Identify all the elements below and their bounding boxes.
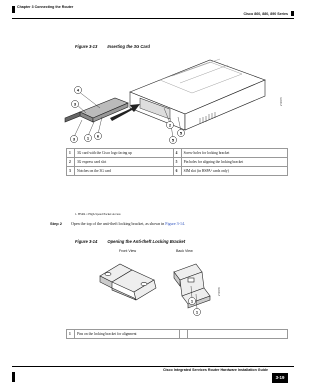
footnote: 1. HSPA = High-Speed Packet Access <box>75 212 121 216</box>
svg-text:5: 5 <box>179 130 183 136</box>
callout-6 <box>94 132 101 139</box>
header-right-mark <box>291 11 294 16</box>
callout-1-lower <box>193 308 200 315</box>
footer-title: Cisco Integrated Services Router Hardware Installation Guide <box>162 368 268 372</box>
header-rule <box>12 18 294 19</box>
step-2 <box>50 221 185 226</box>
legend-value: 3G express card slot <box>75 158 174 167</box>
figure-number: Figure 3-13 <box>75 44 98 49</box>
back-view-label: Back View <box>176 249 193 253</box>
art-id-271975: 271975 <box>280 97 283 106</box>
legend-value: 3G card with the Cisco logo facing up <box>75 149 174 158</box>
legend-key: 4 <box>173 149 181 158</box>
header-left-bar <box>12 6 15 13</box>
svg-text:1: 1 <box>86 135 90 141</box>
footer-left-bar <box>12 372 15 382</box>
legend-key: 6 <box>173 167 181 176</box>
art-id-271976: 271976 <box>218 287 221 296</box>
callout-2 <box>166 121 173 128</box>
legend-key: 1 <box>67 149 75 158</box>
svg-text:4: 4 <box>76 87 80 93</box>
step-label: Step 2 <box>50 221 63 226</box>
legend-value: Pin holes for aligning the locking bracket <box>181 158 287 167</box>
legend-key: 1 <box>67 330 75 339</box>
figure-3-14-caption <box>75 239 185 244</box>
svg-text:5: 5 <box>171 137 175 143</box>
figure-3-13-legend <box>66 148 288 176</box>
locking-bracket-illustration <box>92 254 227 320</box>
figure-number: Figure 3-14 <box>75 239 98 244</box>
callout-1 <box>84 134 91 141</box>
series-title: Cisco 860, 880, 890 Series <box>243 12 288 16</box>
chapter-title: Chapter 3 Connecting the Router <box>17 5 74 9</box>
svg-text:2: 2 <box>168 122 172 128</box>
legend-value: SIM slot (in HSPA¹ cards only) <box>181 167 287 176</box>
svg-text:1: 1 <box>195 309 199 315</box>
callout-3-top <box>71 100 78 107</box>
figure-title: Opening the Anti-theft Locking Bracket <box>107 239 186 244</box>
legend-key <box>180 330 188 339</box>
legend-row <box>67 167 288 176</box>
page-number: 3-19 <box>272 373 288 383</box>
svg-text:1: 1 <box>190 298 194 304</box>
footer-rule <box>12 366 294 367</box>
step-end: . <box>184 221 185 226</box>
legend-row <box>67 330 288 339</box>
legend-value <box>188 330 288 339</box>
svg-text:6: 6 <box>96 133 100 139</box>
figure-3-14-link[interactable]: Figure 3-14 <box>165 221 184 226</box>
callout-1-upper <box>188 297 195 304</box>
front-view-label: Front View <box>119 249 137 253</box>
legend-row <box>67 149 288 158</box>
svg-text:3: 3 <box>72 136 76 142</box>
callout-3-bottom <box>70 135 77 142</box>
svg-text:3: 3 <box>73 101 77 107</box>
figure-title: Inserting the 3G Card <box>107 44 150 49</box>
callout-5-left <box>169 136 176 143</box>
legend-key: 2 <box>67 158 75 167</box>
legend-row <box>67 158 288 167</box>
callout-5-right <box>177 129 184 136</box>
bracket-front-view <box>100 264 156 300</box>
legend-value: Pins on the locking bracket for alignment <box>75 330 180 339</box>
legend-key: 5 <box>173 158 181 167</box>
router-body <box>130 60 265 130</box>
legend-key: 3 <box>67 167 75 176</box>
legend-value: Screw holes for locking bracket <box>181 149 287 158</box>
router-3g-card-illustration <box>60 52 285 144</box>
legend-value: Notches on the 3G card <box>75 167 174 176</box>
figure-3-13-caption <box>75 44 150 49</box>
callout-4 <box>74 86 81 93</box>
step-text: Open the top of the anti-theft locking bracket, as shown in <box>71 221 166 226</box>
figure-3-14-legend <box>66 329 288 339</box>
